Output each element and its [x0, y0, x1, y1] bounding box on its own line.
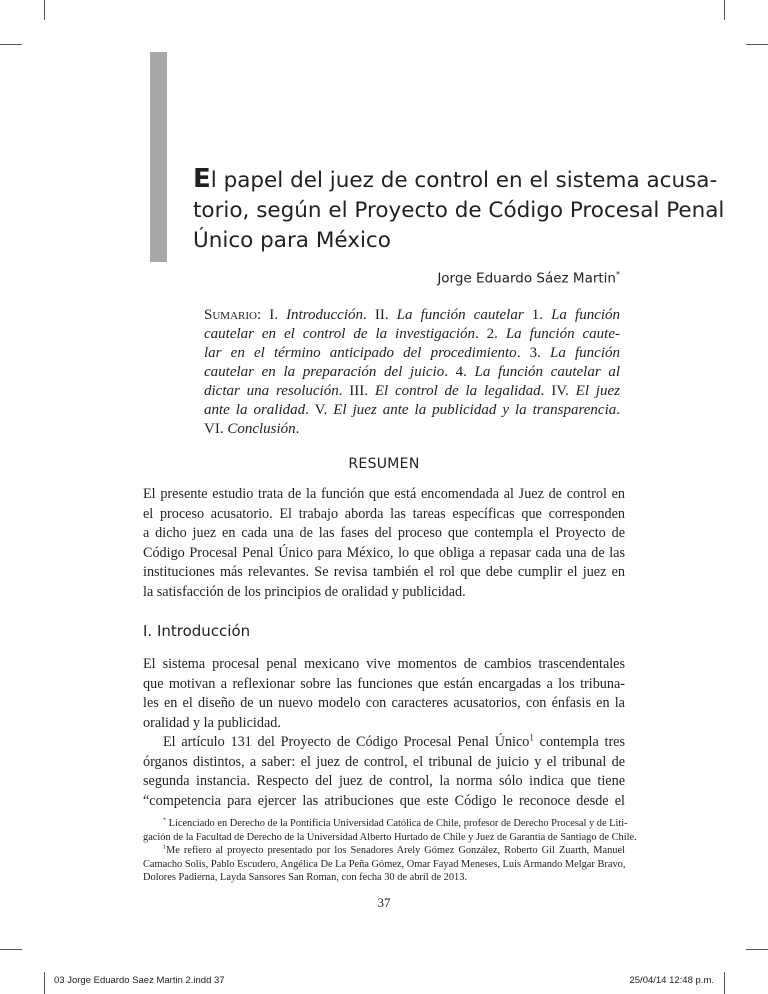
- text-line: Código Procesal Penal Único para México, lo que obliga a repasar cada una de las: [143, 544, 625, 561]
- sumario-segment: . 4.: [444, 364, 475, 380]
- text-span: Licenciado en Derecho de la Pontificia Universidad Católica de Chile, profesor de Derecho Procesal y de Liti-: [166, 818, 628, 829]
- text-line: Camacho Solis, Pablo Escudero, Angélica De La Peña Gómez, Omar Fayad Meneses, Luis Armando Melgar Bravo,: [143, 858, 626, 870]
- decorative-gray-bar: [150, 52, 167, 262]
- text-line: la satisfacción de los principios de oralidad y publicidad.: [143, 583, 466, 600]
- sumario-segment: VI.: [204, 421, 228, 437]
- author-name: Jorge Eduardo Sáez Martin: [437, 270, 616, 287]
- text-span: El artículo 131 del Proyecto de Código Procesal Penal Único: [163, 734, 530, 750]
- section-body: [143, 655, 625, 811]
- crop-mark: [724, 0, 725, 20]
- sumario-segment: I.: [269, 307, 287, 323]
- sumario: [204, 306, 620, 439]
- sumario-segment: La función cautelar al: [474, 364, 620, 380]
- sumario-line: [204, 382, 620, 401]
- text-line: que motivan a reflexionar sobre las funciones que están encargadas a los tribuna-: [143, 675, 625, 692]
- sumario-line: [204, 401, 620, 420]
- sumario-line: [204, 344, 620, 363]
- sumario-line: [204, 420, 620, 439]
- title-line: torio, según el Proyecto de Código Procesal Penal: [193, 198, 725, 223]
- footnote-mark: 1: [163, 844, 166, 851]
- resumen-text: [143, 485, 625, 602]
- crop-mark: [0, 949, 22, 950]
- crop-mark: [746, 44, 768, 45]
- sumario-segment: cautelar en la preparación del juicio: [204, 364, 445, 380]
- slug-date: 25/04/14 12:48 p.m.: [629, 975, 714, 986]
- text-line: [143, 733, 625, 753]
- crop-mark: [746, 949, 768, 950]
- text-line: órganos distintos, a saber: el juez de control, el tribunal de juicio y el tribunal de: [143, 753, 625, 770]
- sumario-segment: .: [616, 402, 620, 418]
- text-line: El sistema procesal penal mexicano vive momentos de cambios trascendentales: [143, 656, 625, 672]
- sumario-segment: La función cautelar: [396, 307, 524, 323]
- sumario-segment: . 3.: [516, 345, 551, 361]
- slug-filename: 03 Jorge Eduardo Saez Martin 2.indd 37: [54, 975, 225, 986]
- title-line: l papel del juez de control en el sistema acusa-: [210, 168, 718, 193]
- sumario-segment: Conclusión: [227, 421, 296, 437]
- sumario-segment: .: [295, 421, 300, 437]
- text-line: gación de la Facultad de Derecho de la Universidad Alberto Hurtado de Chile y Juez de Garantía de Santiago de Chile.: [143, 831, 637, 843]
- author: [437, 270, 620, 287]
- text-line: el proceso acusatorio. El trabajo aborda las tareas específicas que corresponden: [143, 505, 625, 522]
- footnote-star: [143, 817, 628, 831]
- slug-divider: [44, 972, 45, 994]
- title-drop-cap: E: [193, 164, 211, 194]
- sumario-line: [204, 325, 620, 344]
- sumario-line: [204, 306, 620, 325]
- sumario-segment: 1.: [523, 307, 552, 323]
- crop-mark: [44, 0, 45, 20]
- footnote-ref[interactable]: 1: [529, 732, 534, 743]
- crop-mark: [0, 44, 22, 45]
- sumario-segment: Introducción: [286, 307, 363, 323]
- footnote-mark: *: [163, 817, 166, 824]
- sumario-segment: lar en el término anticipado del procedimiento: [204, 345, 517, 361]
- resumen-heading: RESUMEN: [348, 456, 420, 472]
- sumario-segment: ante la oralidad: [204, 402, 306, 418]
- footnote-ref[interactable]: *: [616, 270, 620, 279]
- sumario-segment: La función: [550, 345, 621, 361]
- sumario-label: Sumario:: [204, 307, 262, 323]
- footnotes: [143, 817, 637, 885]
- sumario-segment: . III.: [338, 383, 375, 399]
- text-line: les en el diseño de un nuevo modelo con caracteres acusatorios, con énfasis en la: [143, 695, 625, 711]
- sumario-line: [204, 363, 620, 382]
- sumario-segment: . II.: [363, 307, 397, 323]
- sumario-segment: El control de la legalidad: [374, 383, 541, 399]
- sumario-segment: La función caute-: [505, 326, 620, 342]
- text-line: instituciones más relevantes. Se revisa también el rol que debe cumplir el juez en: [143, 564, 625, 580]
- text-line: oralidad y la publicidad.: [143, 714, 281, 731]
- sumario-segment: . V.: [305, 402, 334, 418]
- text-line: a dicho juez en cada una de las fases del proceso que contempla el Proyecto de: [143, 525, 625, 541]
- section-heading: I. Introducción: [143, 622, 251, 640]
- footnote-1: [143, 844, 625, 858]
- text-line: segunda instancia. Respecto del juez de control, la norma sólo indica que tiene: [143, 773, 625, 789]
- text-span: Me refiero al proyecto presentado por los Senadores Arely Gómez González, Roberto Gil Zuarth, Manuel: [166, 845, 625, 857]
- page-number: 37: [377, 894, 391, 910]
- sumario-segment: El juez: [575, 383, 620, 399]
- article-title: [193, 164, 725, 256]
- sumario-segment: . 2.: [475, 326, 506, 342]
- text-line: Dolores Padierna, Layda Sansores San Roman, con fecha 30 de abril de 2013.: [143, 872, 468, 884]
- sumario-segment: cautelar en el control de la investigación: [204, 326, 476, 342]
- text-span: contempla tres: [533, 734, 625, 750]
- main-text-column: [143, 306, 637, 911]
- slug-divider: [724, 972, 725, 994]
- sumario-segment: dictar una resolución: [204, 383, 339, 399]
- sumario-segment: . IV.: [540, 383, 576, 399]
- text-line: “competencia para ejercer las atribuciones que este Código le reconoce desde el: [143, 792, 625, 809]
- sumario-segment: El juez ante la publicidad y la transparencia: [333, 402, 617, 418]
- sumario-segment: La función: [551, 307, 621, 323]
- title-line: Único para México: [193, 228, 391, 253]
- text-line: El presente estudio trata de la función que está encomendada al Juez de control en: [143, 486, 625, 502]
